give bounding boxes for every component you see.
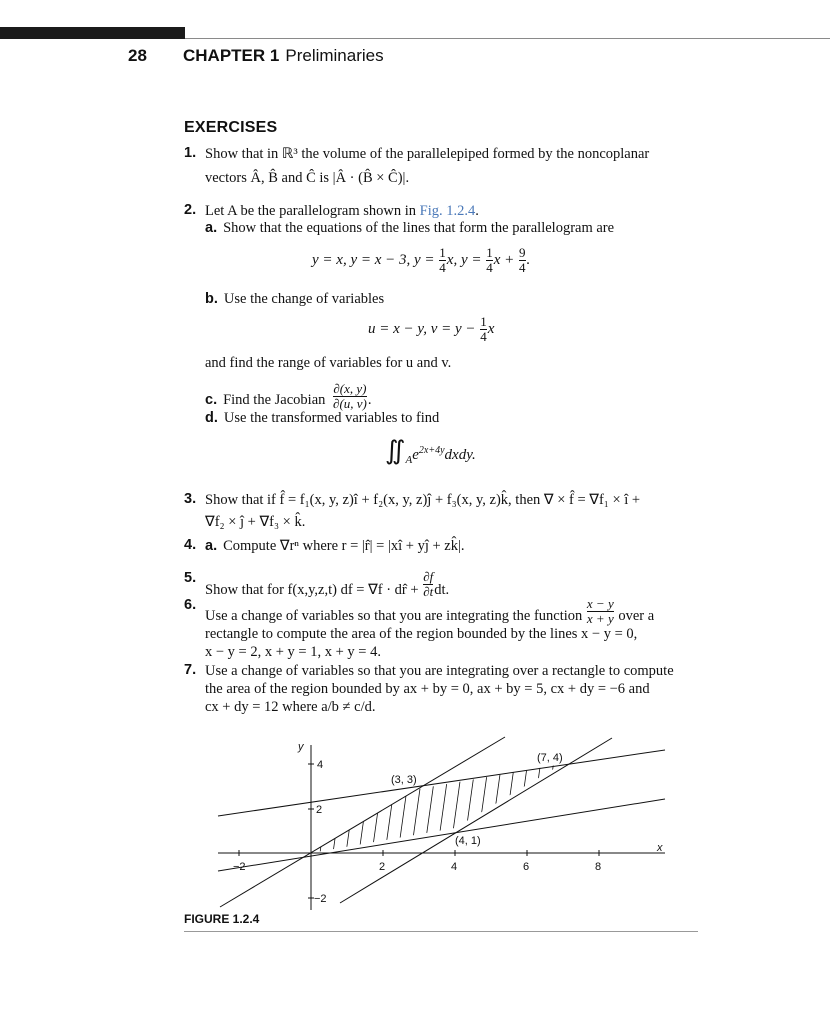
integrand: e: [412, 447, 419, 463]
double-integral-sign: ∬: [385, 436, 406, 465]
x-tick-label: 6: [523, 861, 530, 873]
y-tick-label: 4: [317, 759, 324, 771]
exercises-heading: EXERCISES: [184, 119, 278, 136]
chapter-label: CHAPTER 1: [183, 46, 280, 65]
ex7-line3: cx + dy = 12 where a/b ≠ c/d.: [205, 699, 376, 715]
ex1-number: 1.: [184, 145, 197, 161]
line-y-eq-x: [220, 737, 505, 907]
figure-rule: [184, 931, 698, 932]
point-label: (4, 1): [455, 835, 481, 847]
ex7-line2: the area of the region bounded by ax + by = 0, ax + by = 5, cx + dy = −6 and: [205, 681, 650, 697]
integrand-exponent: 2x+4y: [418, 445, 445, 456]
ex1-line1: Show that in ℝ³ the volume of the parallelepiped formed by the noncoplanar: [205, 146, 650, 162]
ex2c-text: Find the Jacobian: [223, 392, 326, 408]
ex2d-label: d.: [205, 410, 218, 426]
ex6-line1-post: over a: [618, 608, 655, 624]
ex6-number: 6.: [184, 597, 197, 613]
ex2-number: 2.: [184, 202, 197, 218]
ex7-line1: Use a change of variables so that you are integrating over a rectangle to compute: [205, 663, 674, 679]
ex2b-eq2: x: [487, 320, 495, 337]
ex2a-text: Show that the equations of the lines that form the parallelogram are: [223, 220, 615, 236]
ex2b-text2: and find the range of variables for u and v.: [205, 355, 452, 371]
hatched-region: [320, 760, 554, 853]
ex5-number: 5.: [184, 570, 197, 586]
ex2d-text: Use the transformed variables to find: [223, 410, 440, 426]
ex4-label: a.: [205, 538, 218, 554]
y-axis-label: y: [298, 741, 304, 753]
ex2-intro-text: Let A be the parallelogram shown in: [205, 203, 417, 219]
frac-den: 4: [519, 260, 526, 275]
frac-den: 4: [439, 260, 446, 275]
integral-domain: A: [405, 454, 413, 466]
frac-num: 1: [439, 245, 446, 260]
ex7-number: 7.: [184, 662, 197, 678]
partial-den: ∂t: [423, 584, 434, 599]
ex3-number: 3.: [184, 491, 197, 507]
ex6-frac-den: x + y: [586, 611, 614, 626]
integral-differential: dxdy.: [444, 447, 476, 463]
point-label: (7, 4): [537, 752, 563, 764]
ex5-text-post: dt.: [434, 582, 450, 598]
ex2c: c. Find the Jacobian $\frac{\partial(x, y)}{\partial(u, v)}$ .: [205, 381, 372, 411]
page-number: 28: [128, 46, 147, 65]
x-tick-label: 2: [379, 861, 386, 873]
x-axis-label: x: [657, 842, 663, 854]
partial-num: ∂f: [423, 569, 434, 584]
jacobian-den: ∂(u, v): [333, 396, 367, 411]
point-label: (3, 3): [391, 774, 417, 786]
frac-den: 4: [480, 329, 487, 344]
ex2c-label: c.: [205, 392, 218, 408]
figure-caption: FIGURE 1.2.4: [184, 912, 260, 926]
ex6-line2: rectangle to compute the area of the region bounded by the lines x − y = 0,: [205, 626, 638, 642]
ex2b-text: Use the change of variables: [223, 291, 385, 307]
x-tick-label: 8: [595, 861, 602, 873]
ex4-text: Compute ∇rⁿ where r = |r̂| = |xî + yĵ + zk̂|.: [223, 538, 465, 554]
line-y-eq-quarter-x-plus-nine-quarters: [218, 750, 665, 816]
ex6-line1-pre: Use a change of variables so that you are integrating the function: [205, 608, 583, 624]
ex1-line2: vectors Â, B̂ and Ĉ is |Â · (B̂ × Ĉ)|.: [205, 170, 410, 186]
ex3-line1: Show that if f̂ = f₁(x, y, z)î + f₂(x, y, z)ĵ + f₃(x, y, z)k̂, then ∇ × f̂ = ∇f₁ × î +: [205, 492, 641, 508]
ex4-number: 4.: [184, 537, 197, 553]
tick-marks: [239, 764, 602, 898]
ex2a-label: a.: [205, 220, 218, 236]
frac-num: 9: [519, 245, 526, 260]
y-tick-label: 2: [316, 804, 323, 816]
ex6-frac-num: x − y: [586, 596, 614, 611]
ex5-text-pre: Show that for f(x,y,z,t) df = ∇f · dr̂ +: [205, 582, 419, 598]
chapter-title: Preliminaries: [285, 46, 384, 65]
ex2a-eq1: y = x, y = x − 3, y =: [312, 251, 435, 268]
ex2a-equations: y = x, y = x − 3, y = $\frac{1}{4}$ x, y = $\frac{1}{4}$ x + $\frac{9}{4}$ .: [312, 245, 531, 275]
ex2b-eq1: u = x − y, v = y −: [368, 320, 476, 337]
ex2a-eq3: x +: [493, 251, 515, 268]
ex2b-label: b.: [205, 291, 218, 307]
x-tick-label: −2: [233, 861, 246, 873]
ex3-line2: ∇f₂ × ĵ + ∇f₃ × k̂.: [205, 514, 306, 530]
ex2-intro: Let A be the parallelogram shown in Fig. 1.2.4.: [205, 203, 479, 219]
y-tick-label: −2: [314, 893, 327, 905]
x-tick-label: 4: [451, 861, 458, 873]
ex6-line3: x − y = 2, x + y = 1, x + y = 4.: [205, 644, 381, 660]
fig-link[interactable]: Fig. 1.2.4: [419, 203, 476, 219]
ex2a-eq2: x, y =: [446, 251, 482, 268]
frac-num: 1: [486, 245, 493, 260]
jacobian-num: ∂(x, y): [333, 381, 367, 396]
line-y-eq-x-minus-3: [340, 738, 612, 903]
frac-den: 4: [486, 260, 493, 275]
frac-num: 1: [480, 314, 487, 329]
